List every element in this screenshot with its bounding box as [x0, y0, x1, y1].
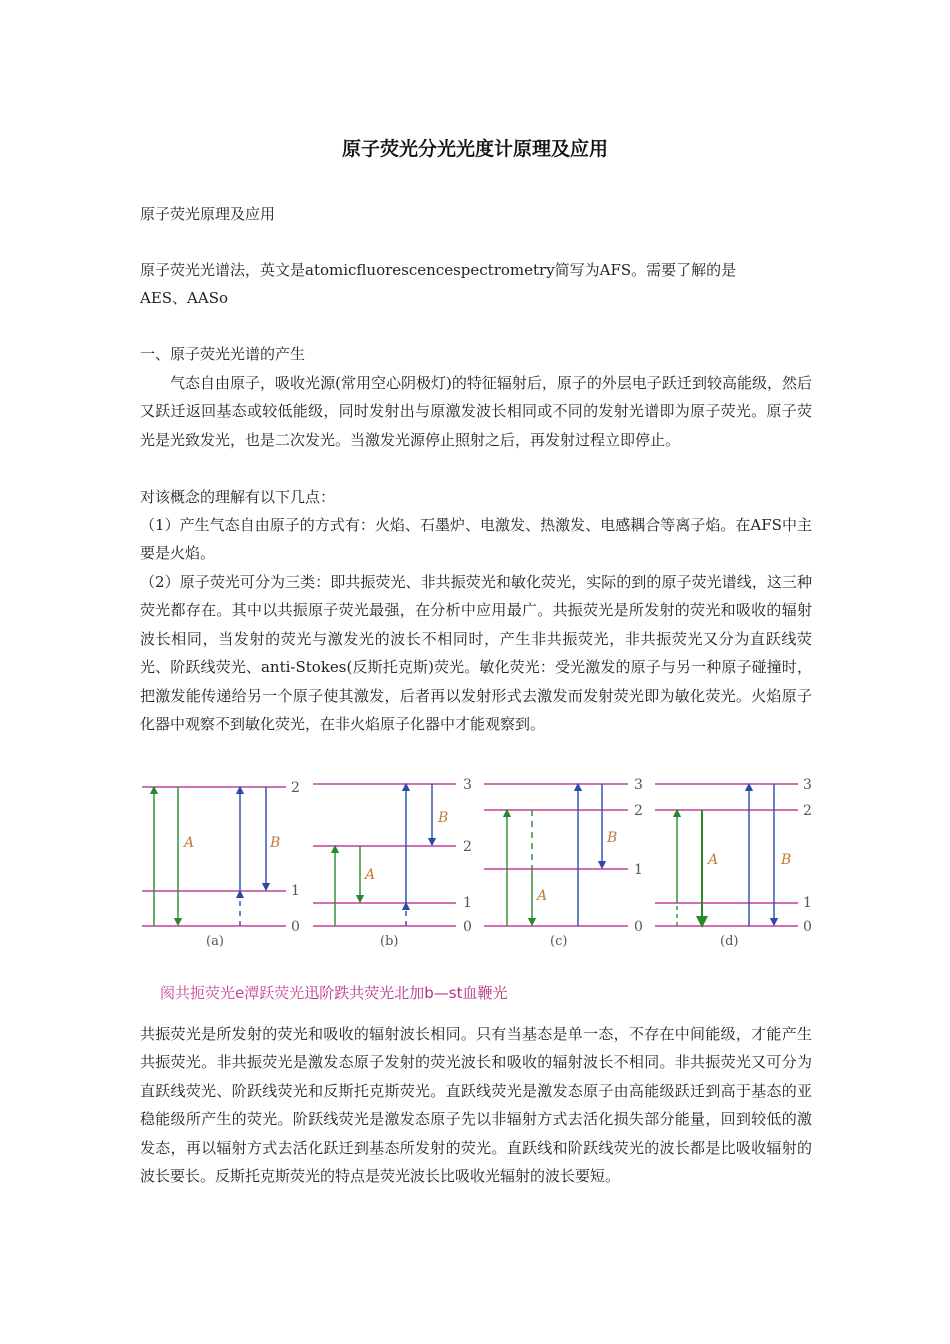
panel-c [484, 777, 643, 949]
caption-part-a: 阂共扼荧光e潭跃荧光 [160, 984, 305, 1002]
level-label: 1 [463, 895, 472, 911]
paragraph-2: 对该概念的理解有以下几点： [140, 488, 336, 506]
panel-d [655, 777, 812, 949]
label-b: B [270, 835, 281, 851]
section-heading: 一、原子荧光光谱的产生 [140, 345, 306, 363]
intro-line-1: 原子荧光光谱法，英文是atomicfluorescencespectrometry简写为AFS。需要了解的是 [140, 261, 737, 279]
level-label: 1 [634, 862, 643, 878]
label-a: A [184, 835, 195, 851]
level-label: 0 [463, 919, 472, 935]
figure-caption [160, 982, 507, 1003]
level-label: 1 [803, 895, 812, 911]
label-a: A [365, 867, 376, 883]
level-label: 2 [463, 839, 472, 855]
label-b: B [781, 852, 792, 868]
level-label: 0 [634, 919, 643, 935]
label-b: B [438, 810, 449, 826]
level-label: 2 [634, 803, 643, 819]
level-label: 3 [803, 777, 812, 793]
paragraph-3: （1）产生气态自由原子的方式有：火焰、石墨炉、电激发、热激发、电感耦合等离子焰。在AFS中主要是火焰。 [140, 516, 812, 563]
label-a: A [708, 852, 719, 868]
panel-b [313, 777, 472, 949]
panel-label: (d) [720, 934, 739, 949]
intro-line-2: AES、AASo [140, 289, 229, 307]
level-label: 3 [463, 777, 472, 793]
subtitle: 原子荧光原理及应用 [140, 205, 276, 223]
panel-label: (b) [380, 934, 399, 949]
level-label: 0 [291, 919, 300, 935]
panel-label: (c) [550, 934, 568, 949]
level-label: 3 [634, 777, 643, 793]
label-a: A [537, 888, 548, 904]
panel-label: (a) [206, 934, 224, 949]
paragraph-1: 气态自由原子，吸收光源(常用空心阴极灯)的特征辐射后，原子的外层电子跃迁到较高能级，然后又跃迁返回基态或较低能级，同时发射出与原激发波长相同或不同的发射光谱即为原子荧光。原子荧光是光致发光，也是二次发光。当激发光源停止照射之后，再发射过程立即停止。 [140, 374, 812, 449]
panel-a [142, 780, 300, 949]
level-label: 2 [291, 780, 300, 796]
caption-part-b: 迅阶跌共荧光北加b—st血鞭光 [304, 984, 508, 1002]
paragraph-5: 共振荧光是所发射的荧光和吸收的辐射波长相同。只有当基态是单一态，不存在中间能级，才能产生共振荧光。非共振荧光是激发态原子发射的荧光波长和吸收的辐射波长不相同。非共振荧光又可分为直跃线荧光、阶跃线荧光和反斯托克斯荧光。直跃线荧光是激发态原子由高能级跃迁到高于基态的亚稳能级所产生的荧光。阶跃线荧光是激发态原子先以非辐射方式去活化损失部分能量，回到较低的激发态，再以辐射方式去活化跃迁到基态所发射的荧光。直跃线和阶跃线荧光的波长都是比吸收辐射的波长要长。反斯托克斯荧光的特点是荧光波长比吸收光辐射的波长要短。 [140, 1025, 812, 1186]
page-title: 原子荧光分光光度计原理及应用 [341, 138, 608, 160]
level-label: 0 [803, 919, 812, 935]
label-b: B [607, 830, 618, 846]
level-label: 2 [803, 803, 812, 819]
paragraph-4: （2）原子荧光可分为三类：即共振荧光、非共振荧光和敏化荧光，实际的到的原子荧光谱线，这三种荧光都存在。其中以共振原子荧光最强，在分析中应用最广。共振荧光是所发射的荧光和吸收的辐射波长相同，当发射的荧光与激发光的波长不相同时，产生非共振荧光，非共振荧光又分为直跃线荧光、阶跃线荧光、anti-Stokes(反斯托克斯)荧光。敏化荧光：受光激发的原子与另一种原子碰撞时，把激发能传递给另一个原子使其激发，后者再以发射形式去激发而发射荧光即为敏化荧光。火焰原子化器中观察不到敏化荧光，在非火焰原子化器中才能观察到。 [140, 573, 812, 734]
level-label: 1 [291, 883, 300, 899]
energy-level-diagram [136, 772, 816, 952]
